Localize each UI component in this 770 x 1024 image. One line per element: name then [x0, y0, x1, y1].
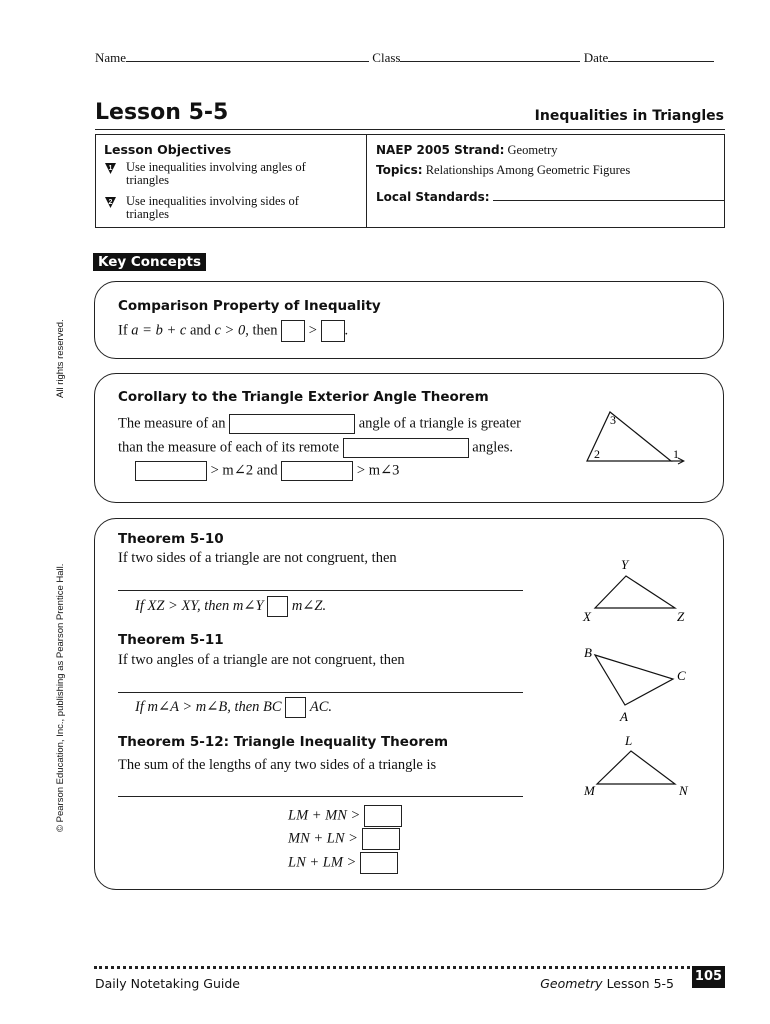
label-z: Z: [677, 609, 685, 624]
t510-if-b: m∠Z.: [291, 597, 327, 614]
footer-right-italic: Geometry: [540, 976, 603, 991]
comparison-and: and: [186, 322, 215, 339]
theorem-5-10-text: If two sides of a triangle are not congruent, then: [118, 550, 397, 566]
inequality-3-blank[interactable]: [360, 852, 398, 874]
comparison-eq: a = b + c: [131, 322, 187, 339]
label-a: A: [620, 709, 628, 724]
comparison-if: If: [118, 322, 132, 339]
local-standards-label: Local Standards:: [376, 190, 490, 204]
date-label: Date: [583, 50, 609, 65]
label-x: X: [583, 609, 591, 624]
inequality-1: [288, 805, 402, 827]
corollary-line-1b: angle of a triangle is greater: [358, 415, 521, 432]
local-standards-line: [376, 190, 725, 205]
corollary-line-2: [118, 438, 513, 458]
comparison-panel: [94, 281, 724, 359]
name-class-date-line: [95, 50, 725, 66]
theorem-5-11-text: If two angles of a triangle are not congruent, then: [118, 652, 405, 668]
objective-item-2: [104, 195, 359, 221]
copyright-vertical: © Pearson Education, Inc., publishing as Pearson Prentice Hall.: [55, 563, 66, 832]
objective-1-badge: [104, 162, 117, 175]
corollary-title: Corollary to the Triangle Exterior Angle Theorem: [118, 389, 489, 405]
date-field[interactable]: [608, 51, 714, 62]
objective-2-badge: [104, 196, 117, 209]
name-label: Name: [95, 50, 127, 65]
objectives-box: [95, 134, 725, 228]
naep-label: NAEP 2005 Strand:: [376, 143, 505, 157]
class-label: Class: [372, 50, 401, 65]
corollary-blank-remote[interactable]: [343, 438, 469, 458]
lesson-title: Lesson 5-5: [95, 100, 229, 125]
t510-if-a: If XZ > XY, then m∠Y: [135, 597, 264, 614]
theorem-5-12-answer-line[interactable]: [118, 796, 523, 797]
corollary-line-2b: angles.: [472, 439, 513, 456]
label-c: C: [677, 668, 686, 683]
topics-line: [376, 163, 630, 178]
key-concepts-label: Key Concepts: [93, 253, 206, 271]
comparison-gt: >: [308, 322, 317, 339]
inequality-1-text: LM + MN >: [288, 807, 361, 824]
svg-text:2: 2: [108, 199, 113, 206]
theorem-5-12-title: Theorem 5-12: Triangle Inequality Theorem: [118, 734, 449, 750]
exterior-angle-triangle-figure: [575, 404, 685, 469]
objective-2-text-a: Use inequalities involving sides of: [126, 194, 299, 208]
theorems-panel: [94, 518, 724, 890]
objective-1-text-b: triangles: [126, 173, 170, 187]
theorem-5-12-text: The sum of the lengths of any two sides of a triangle is: [118, 757, 437, 773]
naep-value: Geometry: [507, 143, 558, 157]
comparison-statement: [118, 320, 348, 342]
theorem-5-11-answer-line[interactable]: [118, 692, 523, 693]
footer-dotted-rule: [94, 966, 690, 969]
lesson-subtitle: Inequalities in Triangles: [534, 108, 724, 124]
title-rule: [95, 129, 725, 130]
t510-blank[interactable]: [267, 596, 288, 617]
theorem-5-10-example: [135, 596, 326, 617]
corollary-panel: [94, 373, 724, 503]
objective-2-text-b: triangles: [126, 207, 170, 221]
inequality-1-blank[interactable]: [364, 805, 402, 827]
theorem-5-10-answer-line[interactable]: [118, 590, 523, 591]
comparison-cond: c > 0: [214, 322, 246, 339]
footer-right-rest: Lesson 5-5: [602, 976, 674, 991]
label-l: L: [625, 733, 633, 748]
corollary-line-1: [118, 414, 521, 434]
objectives-heading: Lesson Objectives: [104, 142, 232, 157]
class-field[interactable]: [400, 51, 580, 62]
label-b: B: [584, 645, 592, 660]
footer-right: [540, 976, 674, 991]
corollary-blank-exterior[interactable]: [229, 414, 355, 434]
comparison-then: , then: [245, 322, 278, 339]
fig-label-3: 3: [610, 413, 616, 427]
triangle-abc-figure: [575, 641, 695, 726]
topics-value: Relationships Among Geometric Figures: [425, 163, 631, 177]
objective-item-1: [104, 161, 359, 187]
inequality-2-text: MN + LN >: [288, 830, 358, 847]
comparison-period: .: [344, 322, 349, 339]
t511-if-a: If m∠A > m∠B, then BC: [135, 698, 282, 715]
footer-left: Daily Notetaking Guide: [95, 976, 241, 991]
label-n: N: [679, 783, 688, 798]
theorem-5-10-title: Theorem 5-10: [118, 531, 224, 547]
local-standards-field[interactable]: [493, 191, 725, 201]
svg-text:1: 1: [108, 165, 113, 172]
triangle-lmn-figure: [575, 729, 695, 804]
inequality-2: [288, 828, 400, 850]
t511-blank[interactable]: [285, 697, 306, 718]
comparison-title: Comparison Property of Inequality: [118, 298, 381, 314]
page-number: 105: [692, 966, 725, 988]
rights-reserved-vertical: All rights reserved.: [55, 319, 66, 398]
comparison-blank-1[interactable]: [281, 320, 305, 342]
name-field[interactable]: [126, 51, 369, 62]
corollary-blank-angle1-a[interactable]: [135, 461, 207, 481]
inequality-3-text: LN + LM >: [288, 854, 357, 871]
objective-1-text-a: Use inequalities involving angles of: [126, 160, 306, 174]
topics-label: Topics:: [376, 163, 423, 177]
fig-label-1: 1: [673, 447, 679, 461]
corollary-line-3: [135, 461, 399, 481]
inequality-3: [288, 852, 398, 874]
theorem-5-11-example: [135, 697, 332, 718]
corollary-line-3a: > m∠2 and: [210, 462, 278, 479]
corollary-line-2a: than the measure of each of its remote: [118, 439, 340, 456]
corollary-line-1a: The measure of an: [118, 415, 226, 432]
label-y: Y: [621, 557, 629, 572]
corollary-blank-angle1-b[interactable]: [281, 461, 353, 481]
comparison-blank-2[interactable]: [321, 320, 345, 342]
objectives-divider: [366, 135, 367, 227]
inequality-2-blank[interactable]: [362, 828, 400, 850]
fig-label-2: 2: [594, 447, 600, 461]
naep-line: [376, 143, 558, 158]
t511-if-b: AC.: [309, 698, 332, 715]
label-m: M: [584, 783, 595, 798]
theorem-5-11-title: Theorem 5-11: [118, 632, 224, 648]
triangle-xyz-figure: [575, 553, 695, 628]
corollary-line-3b: > m∠3: [356, 462, 400, 479]
